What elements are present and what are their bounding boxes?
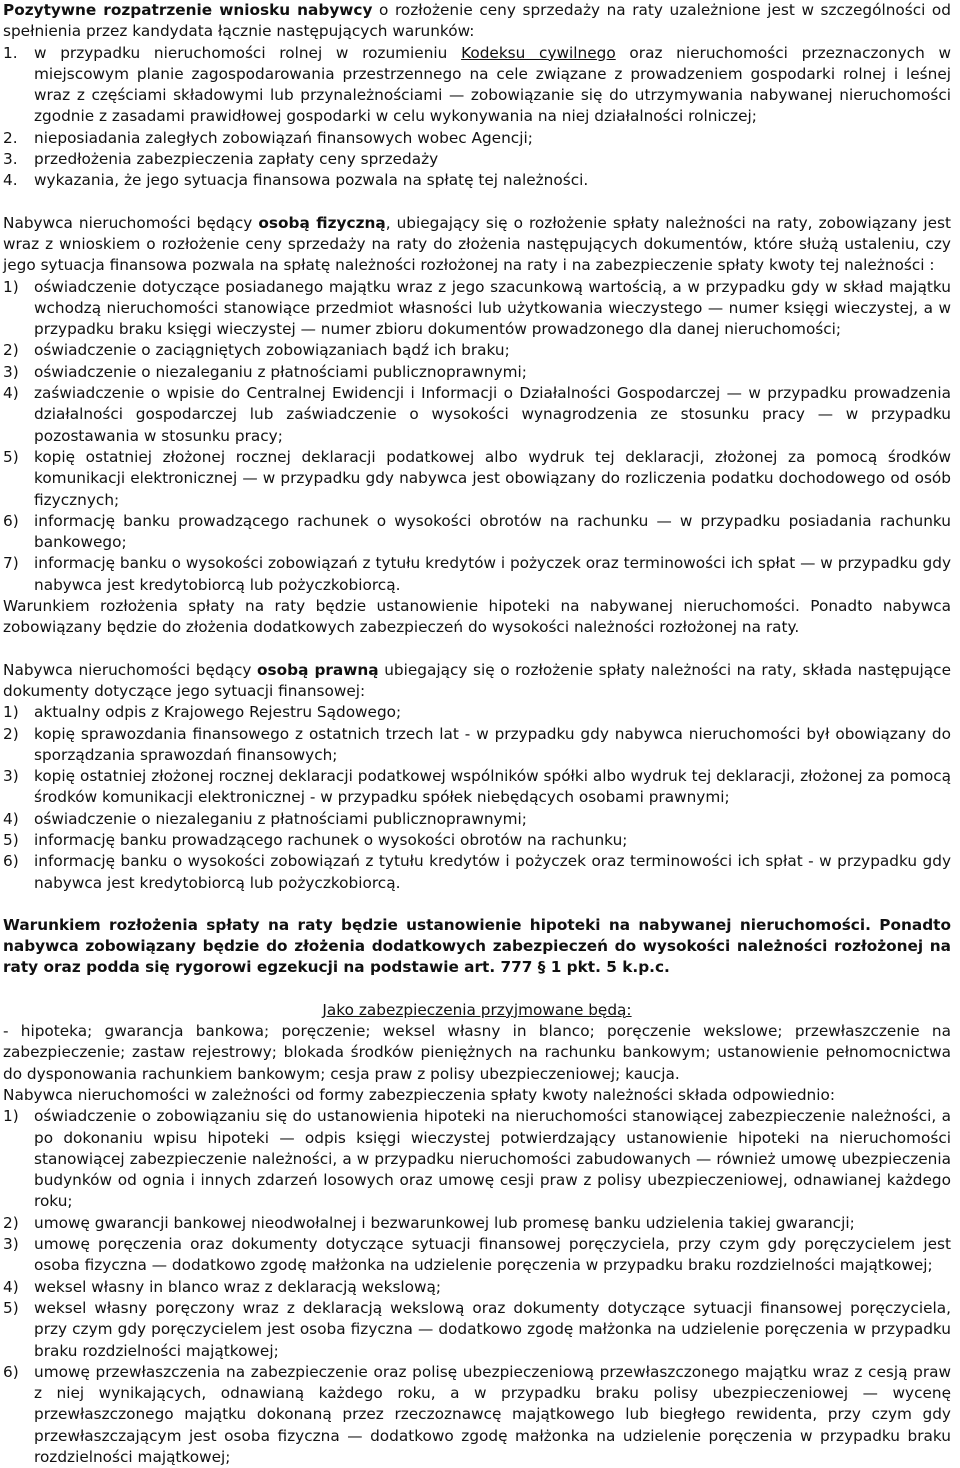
intro-lead-bold: Pozytywne rozpatrzenie wniosku nabywcy xyxy=(3,1,373,19)
list-item xyxy=(3,1213,951,1234)
list-marker: 3) xyxy=(3,362,19,381)
list-item-text: oświadczenie o niezaleganiu z płatnościami publicznoprawnymi; xyxy=(34,362,527,381)
list-item xyxy=(3,340,951,361)
list-item-text: przedłożenia zabezpieczenia zapłaty ceny sprzedaży xyxy=(34,150,439,169)
list-item xyxy=(3,1298,951,1362)
natural-person-closing: Warunkiem rozłożenia spłaty na raty będzie ustanowienie hipoteki na nabywanej nieruchomości. Ponadto nabywca zobowiązany będzie do złożenia dodatkowych zabezpieczeń do wysokości należności rozłożonej na raty. xyxy=(3,597,951,637)
list-marker: 6) xyxy=(3,1362,19,1381)
list-item xyxy=(3,447,951,511)
list-item xyxy=(3,766,951,809)
list-marker: 6) xyxy=(3,511,19,530)
list-marker: 3. xyxy=(3,150,18,169)
natural-post-text: , ubiegający się o rozłożenie spłaty należności na raty, zobowiązany jest wraz z wnioskiem o rozłożenie ceny sprzedaży na raty do złożenia następujących dokumentów, które służą ustaleniu, czy jego sytuacja finansowa pozwala na spłatę należności rozłożonej na raty i na zabezpieczenie spłaty kwoty tej należności : xyxy=(3,213,952,275)
list-item-text: umowę gwarancji bankowej nieodwołalnej i bezwarunkowej lub promesę banku udzielenia takiej gwarancji; xyxy=(34,1213,855,1232)
list-marker: 1) xyxy=(3,1107,19,1126)
legal-person-documents-list xyxy=(3,702,951,894)
list-item xyxy=(3,1277,951,1298)
list-item-text: informację banku o wysokości zobowiązań z tytułu kredytów i pożyczek oraz terminowości ich spłat - w przypadku gdy nabywca jest kredytobiorcą lub pożyczkobiorcą. xyxy=(34,852,951,892)
list-marker: 4) xyxy=(3,809,19,828)
list-item xyxy=(3,511,951,554)
list-marker: 4) xyxy=(3,1277,19,1296)
list-item-text: informację banku o wysokości zobowiązań z tytułu kredytów i pożyczek oraz terminowości ich spłat — w przypadku gdy nabywca jest kredytobiorcą lub pożyczkobiorcą. xyxy=(34,554,951,594)
list-item-text: oświadczenie o niezaleganiu z płatnościami publicznoprawnymi; xyxy=(34,809,527,828)
list-item-text: weksel własny poręczony wraz z deklaracją wekslową oraz dokumenty dotyczące sytuacji finansowej poręczyciela, przy czym gdy poręczycielem jest osoba fizyczna — dodatkowo zgodę małżonka na udzielenie poręczenia w przypadku braku rozdzielności majątkowej; xyxy=(34,1298,951,1360)
list-item xyxy=(3,383,951,447)
security-intro: Nabywca nieruchomości w zależności od formy zabezpieczenia spłaty kwoty należności składa odpowiednio: xyxy=(3,1085,836,1104)
legal-person-closing-bold: Warunkiem rozłożenia spłaty na raty będzie ustanowienie hipoteki na nabywanej nieruchomości. Ponadto nabywca zobowiązany będzie do złożenia dodatkowych zabezpieczeń do wysokości należności rozłożonej na raty oraz podda się rygorowi egzekucji na podstawie art. 777 § 1 pkt. 5 k.p.c. xyxy=(3,915,951,977)
list-marker: 1. xyxy=(3,43,18,62)
civil-code-link[interactable]: Kodeksu cywilnego xyxy=(461,43,616,62)
list-marker: 3) xyxy=(3,1235,19,1254)
list-marker: 5) xyxy=(3,447,19,466)
natural-person-paragraph xyxy=(3,213,951,277)
security-heading: Jako zabezpieczenia przyjmowane będą: xyxy=(322,1000,632,1019)
list-item-text: kopię ostatniej złożonej rocznej deklaracji podatkowej wspólników spółki albo wydruk tej deklaracji, złożonej za pomocą środków komunikacji elektronicznej - w przypadku spółek niebędących osobami prawnymi; xyxy=(34,767,951,807)
list-item-text: wykazania, że jego sytuacja finansowa pozwala na spłatę tej należności. xyxy=(34,171,589,190)
list-item xyxy=(3,1234,951,1277)
natural-person-bold: osobą fizyczną xyxy=(258,213,386,232)
natural-pre-text: Nabywca nieruchomości będący xyxy=(3,213,259,232)
list-item-text: oświadczenie o zobowiązaniu się do ustanowienia hipoteki na nieruchomości stanowiącej zabezpieczenie należności, a po dokonaniu wpisu hipoteki — odpis księgi wieczystej potwierdzający ustanowienie hipoteki na nieruchomości stanowiącej zabezpieczenie należności, a w przypadku nieruchomości zabudowanych — również umowę ubezpieczenia budynków od ognia i innych zdarzeń losowych oraz umowę cesji praw z polisy ubezpieczeniowej, odnawianej każdego roku; xyxy=(34,1107,951,1211)
list-marker: 2) xyxy=(3,1213,19,1232)
list-marker: 1) xyxy=(3,703,19,722)
list-item-text: w przypadku nieruchomości rolnej w rozumieniu xyxy=(34,43,462,62)
list-marker: 2. xyxy=(3,128,18,147)
list-item-text: nieposiadania zaległych zobowiązań finansowych wobec Agencji; xyxy=(34,128,533,147)
security-documents-list xyxy=(3,1106,951,1468)
list-marker: 6) xyxy=(3,852,19,871)
list-item xyxy=(3,851,951,894)
legal-person-paragraph xyxy=(3,660,951,703)
list-item xyxy=(3,702,951,723)
intro-conditions-list xyxy=(3,43,951,192)
list-item xyxy=(3,830,951,851)
list-item-text: informację banku prowadzącego rachunek o wysokości obrotów na rachunku — w przypadku posiadania rachunku bankowego; xyxy=(34,511,951,552)
list-item-text: oraz nieruchomości przeznaczonych w miejscowym planie zagospodarowania przestrzennego na cele związane z prowadzeniem gospodarki rolnej i leśnej wraz z częściami składowymi lub przynależnościami — zobowiązanie się do utrzymywania nabywanej nieruchomości zgodnie z zasadami prawidłowej gospodarki w celu wykonywania na niej działalności rolniczej; xyxy=(34,43,951,126)
legal-pre-text: Nabywca nieruchomości będący xyxy=(3,660,257,679)
list-marker: 4. xyxy=(3,171,18,190)
list-item-text: aktualny odpis z Krajowego Rejestru Sądowego; xyxy=(34,703,402,722)
security-forms-list: - hipoteka; gwarancja bankowa; poręczenie; weksel własny in blanco; poręczenie wekslowe; przewłaszczenie na zabezpieczenie; zastaw rejestrowy; blokada środków pieniężnych na rachunku bankowym; ustanowienie pełnomocnictwa do dysponowania rachunkiem bankowym; cesja praw z polisy ubezpieczeniowej; kaucja. xyxy=(3,1022,951,1083)
list-item-text: kopię ostatniej złożonej rocznej deklaracji podatkowej albo wydruk tej deklaracji, złożonej za pomocą środków komunikacji elektronicznej — w przypadku gdy nabywca jest obowiązany do rozliczenia podatku dochodowego od osób fizycznych; xyxy=(34,447,951,509)
list-item-text: umowę przewłaszczenia na zabezpieczenie oraz polisę ubezpieczeniową przewłaszczonego majątku wraz z cesją praw z niej wynikających, odnawianą każdego roku, a w przypadku braku polisy ubezpieczeniowej — wycenę przewłaszczonego majątku dokonaną przez rzeczoznawcę majątkowego lub biegłego rewidenta, przy czym gdy przewłaszczającym jest osoba fizyczna — dodatkowo zgodę małżonka na udzielenie poręczenia w przypadku braku rozdzielności majątkowej; xyxy=(34,1362,951,1466)
list-item xyxy=(3,149,951,170)
list-item xyxy=(3,128,951,149)
list-marker: 1) xyxy=(3,277,19,296)
list-marker: 5) xyxy=(3,1298,19,1317)
list-marker: 7) xyxy=(3,554,19,573)
list-marker: 4) xyxy=(3,384,19,403)
intro-lead-rest: o rozłożenie ceny sprzedaży na raty uzależnione jest w szczególności od spełnienia przez kandydata łącznie następujących warunków: xyxy=(3,1,952,41)
list-item xyxy=(3,553,951,596)
security-heading-wrap xyxy=(3,1000,951,1021)
list-marker: 3) xyxy=(3,767,19,786)
list-item xyxy=(3,362,951,383)
list-item xyxy=(3,1362,951,1468)
natural-person-documents-list xyxy=(3,277,951,596)
list-item-text: kopię sprawozdania finansowego z ostatnich trzech lat - w przypadku gdy nabywca nieruchomości był obowiązany do sporządzania sprawozdań finansowych; xyxy=(34,724,951,764)
list-item-text: zaświadczenie o wpisie do Centralnej Ewidencji i Informacji o Działalności Gospodarczej — w przypadku prowadzenia działalności gospodarczej lub zaświadczenie o wysokości wynagrodzenia ze stosunku pracy — w przypadku pozostawania w stosunku pracy; xyxy=(34,384,951,445)
legal-post-text: ubiegający się o rozłożenie spłaty należności na raty, składa następujące dokumenty dotyczące jego sytuacji finansowej: xyxy=(3,660,951,700)
list-item-text: umowę poręczenia oraz dokumenty dotyczące sytuacji finansowej poręczyciela, przy czym gdy poręczycielem jest osoba fizyczna — dodatkowo zgodę małżonka na udzielenie poręczenia w przypadku braku rozdzielności majątkowej; xyxy=(34,1235,951,1275)
list-item-text: informację banku prowadzącego rachunek o wysokości obrotów na rachunku; xyxy=(34,830,628,849)
list-item xyxy=(3,1106,951,1212)
list-item xyxy=(3,170,951,191)
list-marker: 2) xyxy=(3,341,19,360)
list-item xyxy=(3,43,951,128)
list-item-text: oświadczenie dotyczące posiadanego majątku wraz z jego szacunkową wartością, a w przypadku gdy w skład majątku wchodzą nieruchomości stanowiące przedmiot własności lub użytkowania wieczystego — numer księgi wieczystej, a w przypadku braku księgi wieczystej — numer zbioru dokumentów prowadzonego dla danej nieruchomości; xyxy=(34,277,951,339)
list-item-text: weksel własny in blanco wraz z deklaracją wekslową; xyxy=(34,1277,442,1296)
intro-paragraph xyxy=(3,0,951,43)
list-marker: 2) xyxy=(3,724,19,743)
list-item xyxy=(3,809,951,830)
list-item xyxy=(3,277,951,341)
list-item xyxy=(3,724,951,767)
list-marker: 5) xyxy=(3,830,19,849)
list-item-text: oświadczenie o zaciągniętych zobowiązaniach bądź ich braku; xyxy=(34,341,510,360)
legal-person-bold: osobą prawną xyxy=(257,660,379,679)
